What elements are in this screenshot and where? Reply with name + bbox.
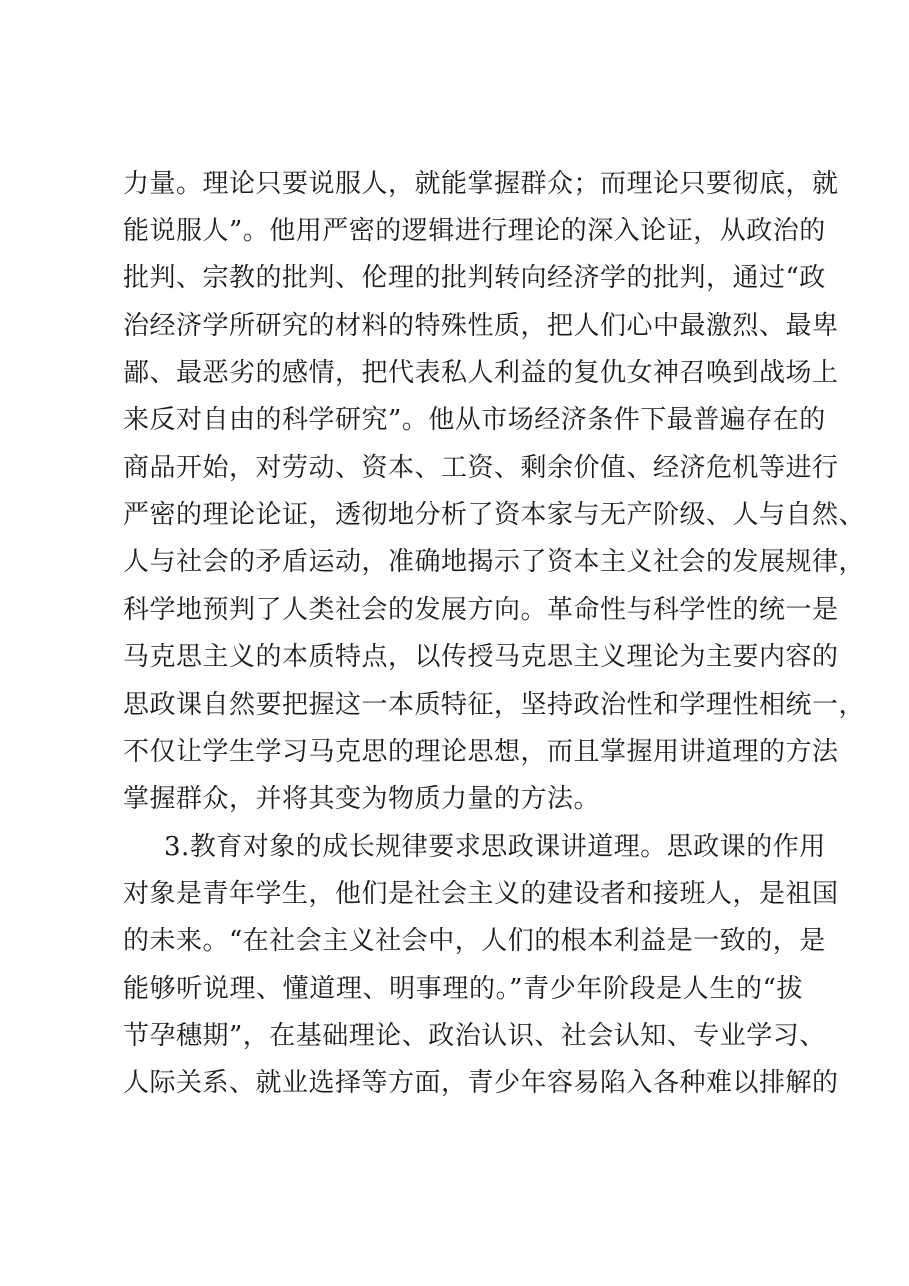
text-line: 马克思主义的本质特点，以传授马克思主义理论为主要内容的 [123,642,839,672]
text-line: 来反对自由的科学研究”。他从市场经济条件下最普遍存在的 [123,405,826,435]
text-line: 人际关系、就业选择等方面，青少年容易陷入各种难以排解的 [123,1068,839,1098]
text-line: 鄙、最恶劣的感情，把代表私人利益的复仇女神召唤到战场上 [123,358,839,388]
text-line: 思政课自然要把握这一本质特征，坚持政治性和学理性相统一， [123,690,866,720]
text-line: 掌握群众，并将其变为物质力量的方法。 [123,784,601,814]
text-line: 能说服人”。他用严密的逻辑进行理论的深入论证，从政治的 [123,216,826,246]
text-line: 科学地预判了人类社会的发展方向。革命性与科学性的统一是 [123,595,839,625]
text-line: 的未来。“在社会主义社会中，人们的根本利益是一致的，是 [123,926,826,956]
text-line: 对象是青年学生，他们是社会主义的建设者和接班人，是祖国 [123,879,839,909]
text-line: 人与社会的矛盾运动，准确地揭示了资本主义社会的发展规律， [123,547,866,577]
numbered-paragraph-start: 3.教育对象的成长规律要求思政课讲道理。思政课的作用 [164,832,826,862]
text-line: 批判、宗教的批判、伦理的批判转向经济学的批判，通过“政 [123,263,826,293]
text-line: 节孕穗期”，在基础理论、政治认识、社会认知、专业学习、 [123,1021,826,1051]
text-line: 严密的理论论证，透彻地分析了资本家与无产阶级、人与自然、 [123,500,866,530]
text-line: 力量。理论只要说服人，就能掌握群众；而理论只要彻底，就 [123,169,839,199]
text-line: 不仅让学生学习马克思的理论思想，而且掌握用讲道理的方法 [123,737,839,767]
text-line: 治经济学所研究的材料的特殊性质，把人们心中最激烈、最卑 [123,311,839,341]
text-line: 商品开始，对劳动、资本、工资、剩余价值、经济危机等进行 [123,453,839,483]
text-line: 能够听说理、懂道理、明事理的。”青少年阶段是人生的“拔 [123,974,803,1004]
